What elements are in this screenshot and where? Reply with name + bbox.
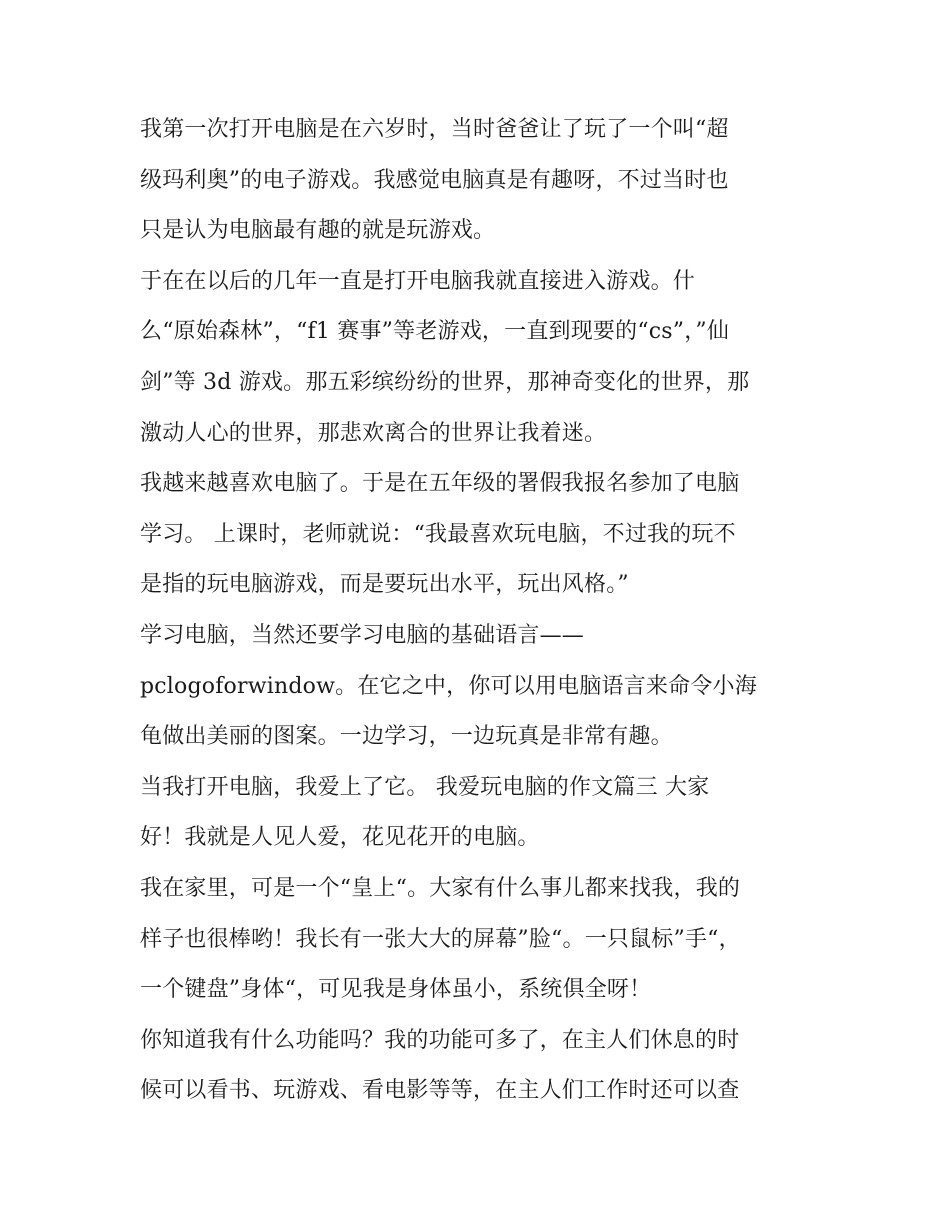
text-line: 于在在以后的几年一直是打开电脑我就直接进入游戏。什 xyxy=(140,268,696,294)
text-line: 龟做出美丽的图案。一边学习，一边玩真是非常有趣。 xyxy=(140,724,673,750)
text-line: 我越来越喜欢电脑了。于是在五年级的署假我报名参加了电脑 xyxy=(140,471,740,497)
text-line: 你知道我有什么功能吗？我的功能可多了，在主人们休息的时 xyxy=(140,1027,740,1053)
text-line: 剑”等 3d 游戏。那五彩缤纷纷的世界，那神奇变化的世界，那 xyxy=(140,369,750,395)
text-line: 样子也很棒哟！我长有一张大大的屏幕”脸“。一只鼠标”手“， xyxy=(140,926,741,952)
text-line: 激动人心的世界，那悲欢离合的世界让我着迷。 xyxy=(140,420,607,446)
text-line: 是指的玩电脑游戏，而是要玩出水平，玩出风格。” xyxy=(140,572,629,598)
text-line: 我第一次打开电脑是在六岁时，当时爸爸让了玩了一个叫“超 xyxy=(140,117,729,142)
text-line: 我在家里，可是一个“皇上“。大家有什么事儿都来找我，我的 xyxy=(140,875,741,901)
text-line: 当我打开电脑，我爱上了它。 我爱玩电脑的作文篇三 大家 xyxy=(140,774,710,800)
text-line: 么“原始森林”，“f1 赛事”等老游戏，一直到现要的“cs”，”仙 xyxy=(140,319,730,345)
text-line: pclogoforwindow。在它之中，你可以用电脑语言来命令小海 xyxy=(140,673,757,699)
text-line: 只是认为电脑最有趣的就是玩游戏。 xyxy=(140,218,496,244)
text-line: 候可以看书、玩游戏、看电影等等，在主人们工作时还可以查 xyxy=(140,1078,740,1104)
text-line: 学习电脑，当然还要学习电脑的基础语言—— xyxy=(140,622,585,648)
text-line: 级玛利奥”的电子游戏。我感觉电脑真是有趣呀，不过当时也 xyxy=(140,167,729,193)
text-line: 好！我就是人见人爱，花见花开的电脑。 xyxy=(140,825,540,851)
text-line: 学习。 上课时，老师就说：“我最喜欢玩电脑，不过我的玩不 xyxy=(140,521,736,547)
document-body xyxy=(140,105,820,1117)
text-line: 一个键盘”身体“，可见我是身体虽小，系统俱全呀！ xyxy=(140,977,652,1003)
